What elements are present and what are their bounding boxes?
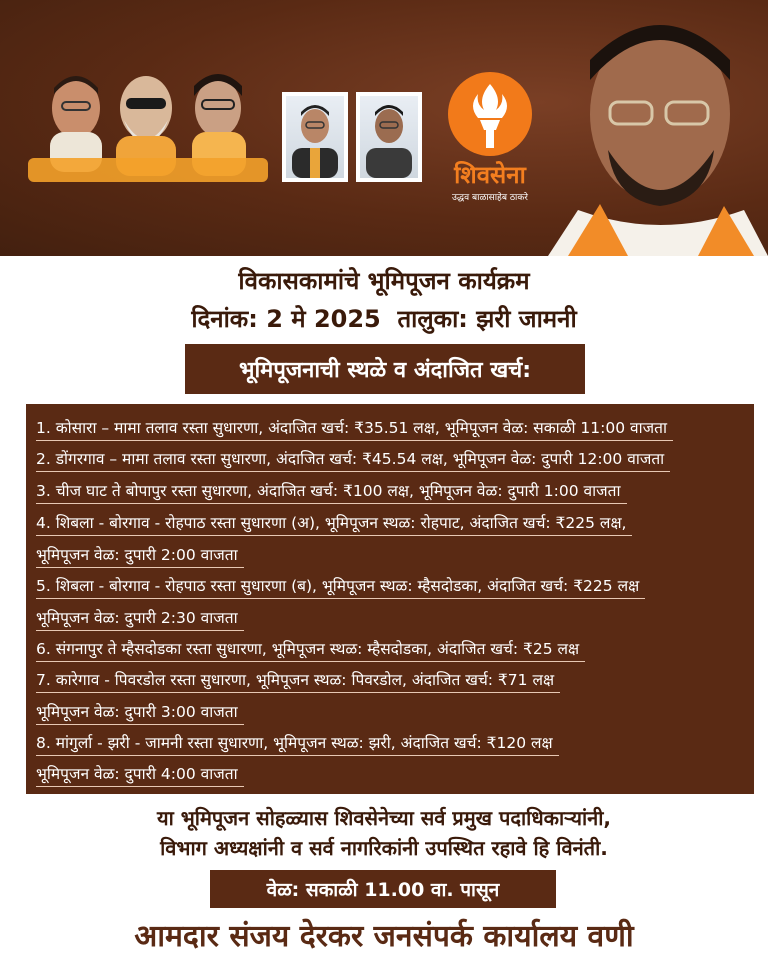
list-line: भूमिपूजन वेळ: दुपारी 2:30 वाजता bbox=[36, 606, 244, 631]
person-icon bbox=[360, 96, 418, 178]
invitation-line-2: विभाग अध्यक्षांनी व सर्व नागरिकांनी उपस्थित रहावे हि विनंती. bbox=[160, 836, 608, 860]
section-label: भूमिपूजनाची स्थळे व अंदाजित खर्च: bbox=[185, 344, 585, 394]
list-line: 7. कारेगाव - पिवरडोल रस्ता सुधारणा, भूमिपूजन स्थळ: पिवरडोल, अंदाजित खर्च: ₹71 लक्ष bbox=[36, 668, 560, 693]
leaders-illustration bbox=[28, 58, 268, 182]
list-line: 6. संगनापुर ते म्हैसदोडका रस्ता सुधारणा, भूमिपूजन स्थळ: म्हैसदोडका, अंदाजित खर्च: ₹25 लक्ष bbox=[36, 637, 585, 662]
logo-subtitle: उद्धव बाळासाहेब ठाकरे bbox=[452, 193, 528, 203]
list-line: भूमिपूजन वेळ: दुपारी 4:00 वाजता bbox=[36, 762, 244, 787]
list-line: 1. कोसारा – मामा तलाव रस्ता सुधारणा, अंदाजित खर्च: ₹35.51 लक्ष, भूमिपूजन वेळ: सकाळी 11:00 वाजता bbox=[36, 416, 673, 441]
header-banner bbox=[0, 0, 768, 256]
mla-portrait bbox=[548, 10, 768, 256]
torch-icon bbox=[448, 72, 532, 156]
logo-title: शिवसेना bbox=[454, 161, 526, 189]
works-list-panel bbox=[26, 404, 754, 794]
shivsena-logo bbox=[436, 72, 544, 212]
list-line: 5. शिबला - बोरगाव - रोहपाठ रस्ता सुधारणा (ब), भूमिपूजन स्थळ: म्हैसदोडका, अंदाजित खर्च: ₹225 लक्ष bbox=[36, 574, 645, 599]
list-line: 2. डोंगरगाव – मामा तलाव रस्ता सुधारणा, अंदाजित खर्च: ₹45.54 लक्ष, भूमिपूजन वेळ: दुपारी 12:00 वाजता bbox=[36, 447, 670, 472]
list-line: भूमिपूजन वेळ: दुपारी 2:00 वाजता bbox=[36, 543, 244, 568]
footer-office-name: आमदार संजय देरकर जनसंपर्क कार्यालय वणी bbox=[134, 919, 634, 954]
mla-photo bbox=[548, 10, 768, 256]
leader-photo-1 bbox=[282, 92, 348, 182]
list-line: 8. मांगुर्ला - झरी - जामनी रस्ता सुधारणा, भूमिपूजन स्थळ: झरी, अंदाजित खर्च: ₹120 लक्ष bbox=[36, 731, 559, 756]
list-line: 3. चीज घाट ते बोपापुर रस्ता सुधारणा, अंदाजित खर्च: ₹100 लक्ष, भूमिपूजन वेळ: दुपारी 1:00 वाजता bbox=[36, 479, 627, 504]
person-icon bbox=[286, 96, 344, 178]
torch-emblem bbox=[448, 72, 532, 156]
list-line: भूमिपूजन वेळ: दुपारी 3:00 वाजता bbox=[36, 700, 244, 725]
leaders-portraits bbox=[28, 58, 268, 182]
event-date-line: दिनांक: 2 मे 2025 तालुका: झरी जामनी bbox=[191, 305, 577, 333]
invitation-line-1: या भूमिपूजन सोहळ्यास शिवसेनेच्या सर्व प्रमुख पदाधिकाऱ्यांनी, bbox=[156, 806, 612, 830]
leader-photo-2 bbox=[356, 92, 422, 182]
event-title: विकासकामांचे भूमिपूजन कार्यक्रम bbox=[238, 267, 530, 295]
list-line: 4. शिबला - बोरगाव - रोहपाठ रस्ता सुधारणा (अ), भूमिपूजन स्थळ: रोहपाट, अंदाजित खर्च: ₹225 लक्ष, bbox=[36, 511, 632, 536]
time-badge: वेळ: सकाळी 11.00 वा. पासून bbox=[210, 870, 556, 908]
